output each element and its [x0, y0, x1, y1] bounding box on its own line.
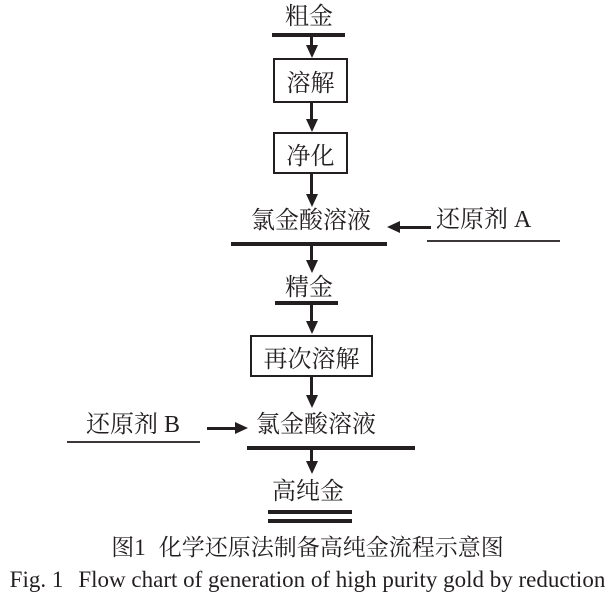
underline-reducing-agent-a — [427, 240, 560, 242]
caption-chinese-text: 化学还原法制备高纯金流程示意图 — [158, 535, 504, 560]
process-box-purify — [273, 132, 348, 174]
caption-chinese-label: 图1 — [111, 535, 146, 560]
caption-english-label: Fig. 1 — [9, 567, 64, 592]
connector-reducer-a — [399, 226, 431, 229]
caption-chinese — [0, 529, 615, 562]
arrowhead-redissolve-to-chloroauric2 — [306, 395, 318, 408]
node-refined-gold: 精金 — [285, 275, 333, 301]
connector-dissolve-to-purify — [310, 103, 313, 120]
connector-redissolve-to-chloroauric2 — [310, 377, 313, 396]
process-box-dissolve — [273, 58, 348, 103]
node-chloroauric-solution-2: 氯金酸溶液 — [256, 412, 376, 438]
node-high-purity-gold: 高纯金 — [272, 479, 344, 505]
process-box-dissolve-label: 溶解 — [286, 71, 335, 97]
arrowhead-refined-to-redissolve — [306, 321, 318, 334]
underline-crude-gold — [272, 33, 345, 37]
process-box-redissolve-label: 再次溶解 — [263, 346, 360, 373]
arrowhead-chloroauric1-to-refined — [306, 260, 318, 273]
arrowhead-crude-to-dissolve — [306, 45, 318, 58]
node-reducing-agent-b: 还原剂 B — [86, 412, 181, 438]
double-underline-high-purity-top — [268, 510, 352, 514]
node-crude-gold: 粗金 — [285, 4, 333, 30]
process-box-redissolve — [250, 335, 373, 377]
caption-english-text: Flow chart of generation of high purity gold by reduction — [78, 567, 606, 592]
connector-purify-to-chloroauric1 — [310, 174, 313, 195]
underline-refined-gold — [275, 301, 338, 305]
caption-english — [0, 567, 615, 593]
underline-reducing-agent-b — [67, 441, 200, 443]
node-reducing-agent-a: 还原剂 A — [436, 207, 532, 233]
connector-chloroauric1-to-refined — [310, 245, 313, 261]
connector-refined-to-redissolve — [310, 304, 313, 322]
arrowhead-reducer-b — [235, 422, 248, 434]
underline-chloroauric-solution-2 — [247, 446, 415, 450]
double-underline-high-purity-bottom — [268, 519, 352, 523]
arrowhead-dissolve-to-purify — [306, 119, 318, 132]
arrowhead-chloroauric2-to-highpurity — [306, 461, 318, 474]
underline-chloroauric-solution-1 — [231, 242, 387, 246]
node-chloroauric-solution-1: 氯金酸溶液 — [251, 208, 371, 234]
connector-reducer-b — [207, 427, 237, 430]
process-box-purify-label: 净化 — [286, 143, 335, 170]
